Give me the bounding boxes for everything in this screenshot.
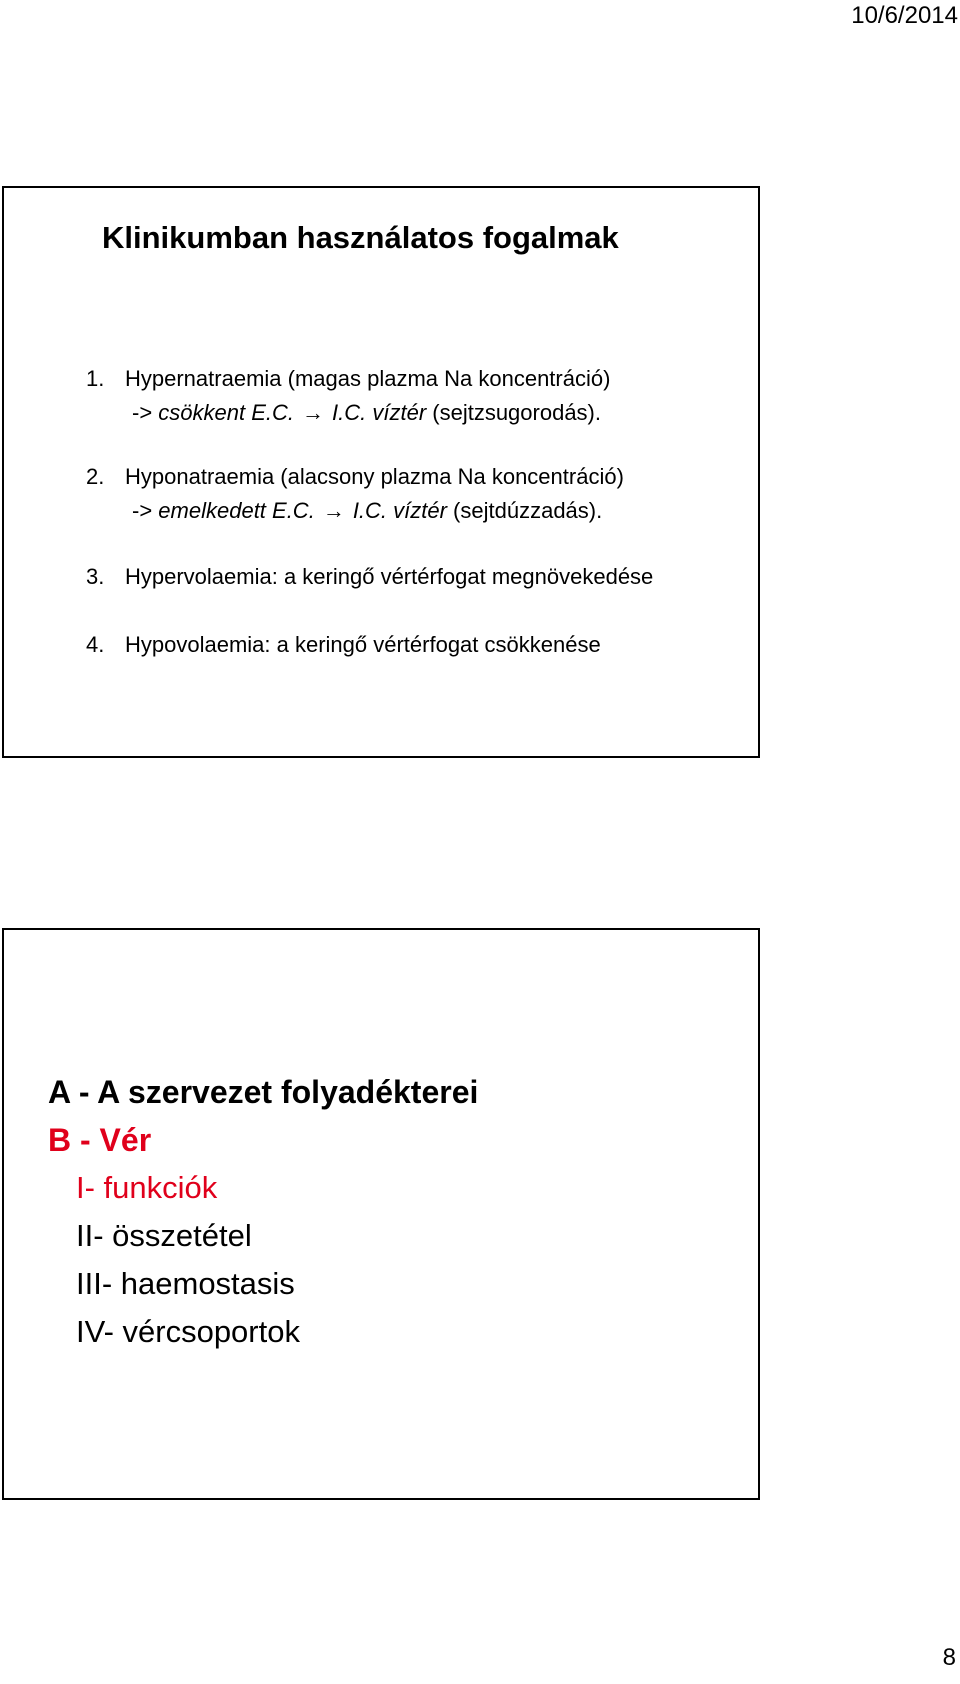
slide-1 xyxy=(2,186,760,758)
item-text: Hypovolaemia: a keringő vértérfogat csökkenése xyxy=(125,632,601,657)
page-number: 8 xyxy=(942,1644,956,1671)
arrow-icon: → xyxy=(322,498,345,523)
arrow-icon: → xyxy=(302,400,325,425)
header-date: 10/6/2014 xyxy=(851,2,958,29)
item-text: Hypernatraemia (magas plazma Na koncentráció) xyxy=(125,366,611,391)
item-number: 4. xyxy=(86,632,105,657)
outline-subitem: III- haemostasis xyxy=(76,1266,295,1301)
outline-heading-a: A - A szervezet folyadékterei xyxy=(48,1074,479,1110)
item-text: Hypervolaemia: a keringő vértérfogat megnövekedése xyxy=(125,564,654,589)
item-number: 2. xyxy=(86,464,105,489)
outline-subitem: IV- vércsoportok xyxy=(76,1314,300,1349)
item-number: 1. xyxy=(86,366,105,391)
outline-heading-b: B - Vér xyxy=(48,1122,152,1158)
item-detail: -> emelkedett E.C. → I.C. víztér (sejtdúzzadás). xyxy=(132,494,602,528)
slide-2 xyxy=(2,928,760,1500)
item-text: Hyponatraemia (alacsony plazma Na koncentráció) xyxy=(125,464,624,489)
slide-title: Klinikumban használatos fogalmak xyxy=(102,220,619,255)
outline-subitem: I- funkciók xyxy=(76,1170,218,1205)
item-number: 3. xyxy=(86,564,105,589)
outline-subitem: II- összetétel xyxy=(76,1218,252,1253)
item-detail: -> csökkent E.C. → I.C. víztér (sejtzsugorodás). xyxy=(132,396,601,430)
